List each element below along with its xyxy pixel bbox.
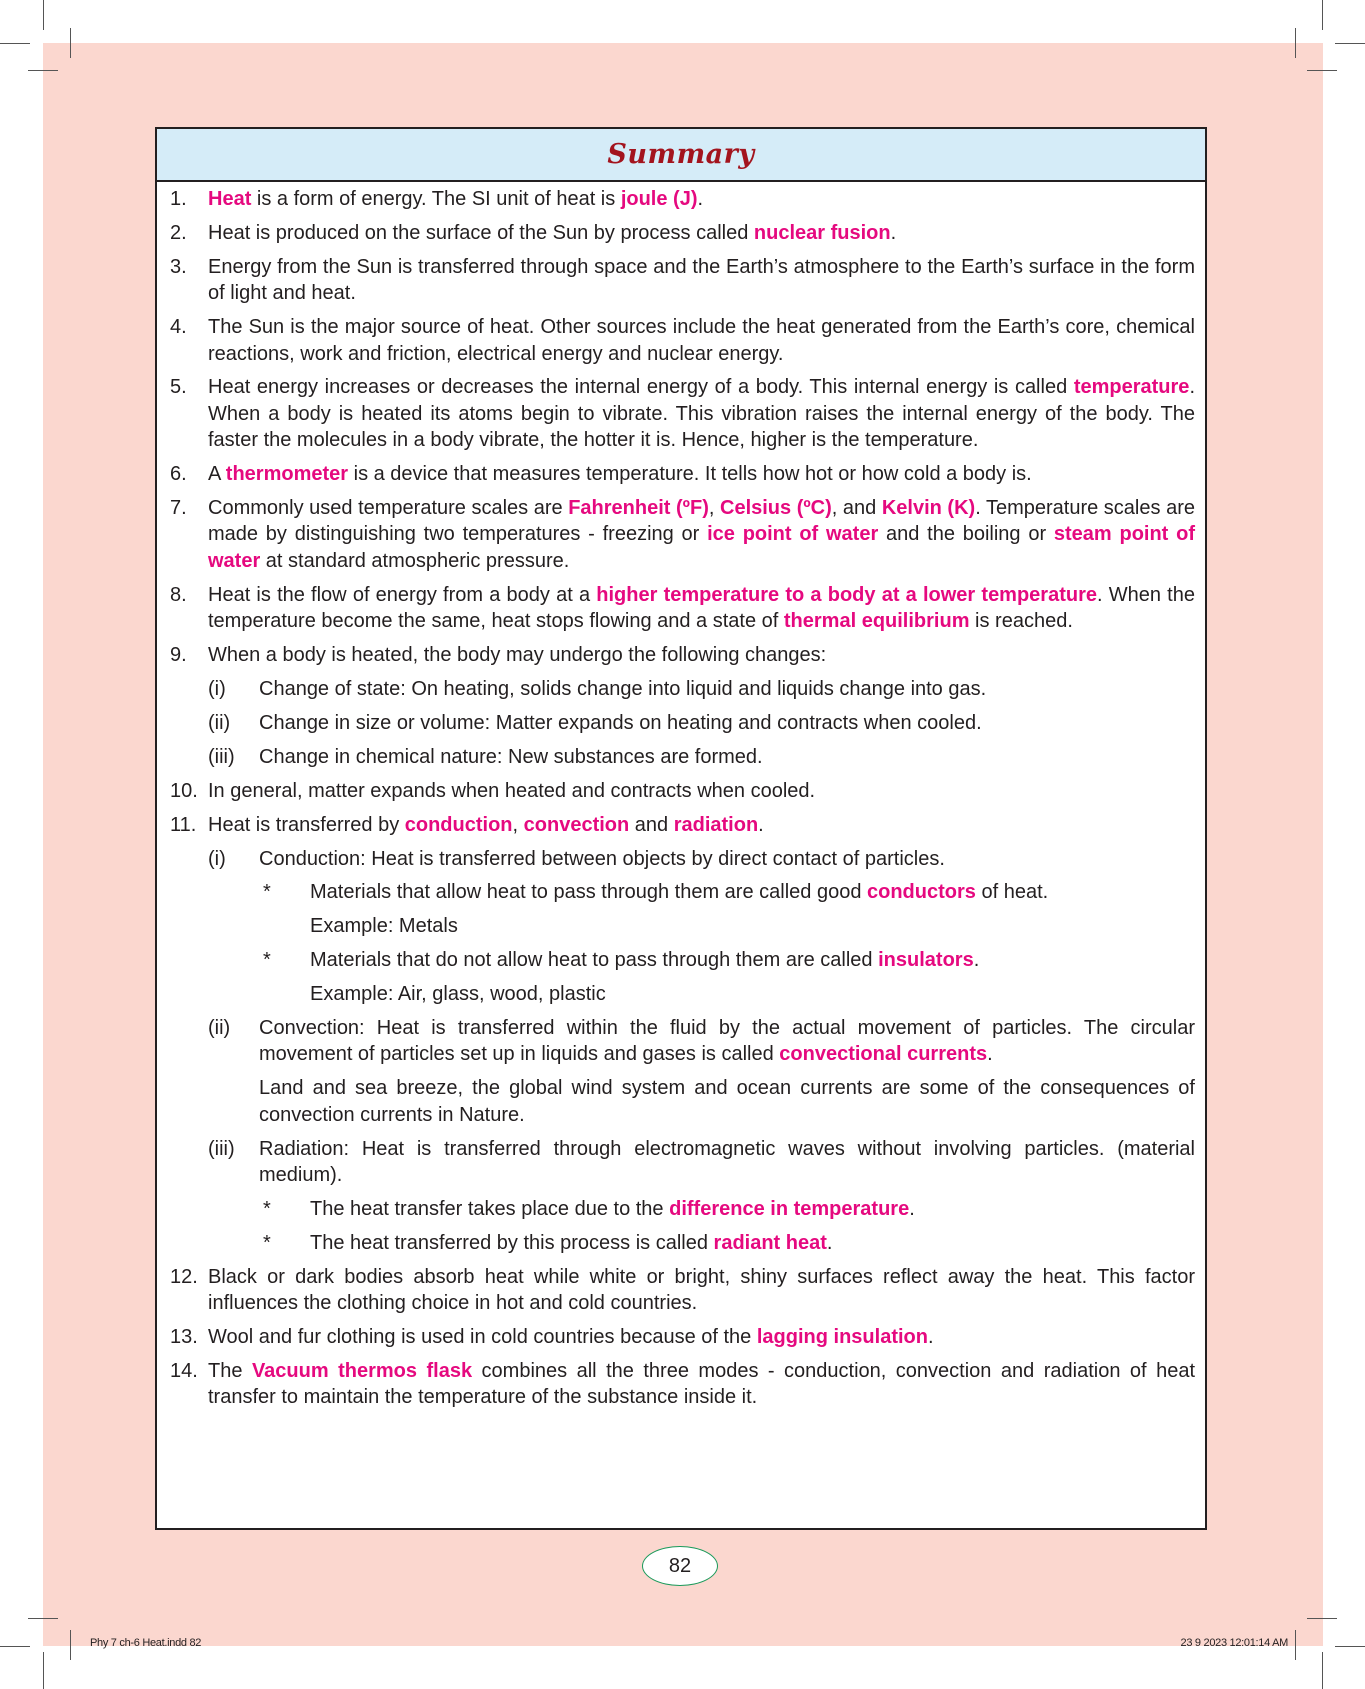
sub-item-text [259,1015,1195,1068]
item-number-text: 1. [170,188,187,210]
text-segment: The heat transferred by this process is called [310,1231,714,1254]
text-segment: is a form of energy. The SI unit of heat is [251,188,621,210]
highlighted-term: convection [523,813,630,836]
item-text [208,812,1195,838]
sub-item [208,676,1195,702]
item-text [208,1264,1195,1317]
bullet-star: * [263,881,271,904]
item-number [157,1324,208,1350]
bullet-star: * [263,949,271,972]
sub-item-text [259,676,1195,702]
summary-item [157,254,1195,307]
item-number [157,314,208,367]
item-number [157,220,208,246]
text-segment: Heat is transferred by [208,813,405,836]
sub-item-number: (i) [208,847,226,870]
bullet-text [310,879,1195,905]
item-text [208,1324,1195,1350]
sub-item-text [259,1136,1195,1189]
text-segment: Change in size or volume: Matter expands on heating and contracts when cooled. [259,711,982,734]
text-segment: The [208,1360,252,1383]
text-segment: and the boiling or [878,523,1054,546]
page-number [642,1546,718,1586]
sub-item [208,710,1195,736]
text-segment: , and [831,497,882,520]
item-number [157,495,208,574]
crop-mark [1307,1618,1337,1619]
sub-item-body [259,846,1195,1008]
crop-mark [0,1646,30,1647]
text-segment: Materials that do not allow heat to pass through them are called [310,949,879,972]
summary-box [155,127,1207,1530]
highlighted-term: lagging insulation [756,1326,928,1349]
sub-item-text [259,846,1195,872]
item-number-text: 14. [170,1360,198,1383]
summary-item [157,220,1195,246]
summary-item [157,186,1195,212]
item-number-text: 2. [170,221,187,244]
highlighted-term: thermometer [225,463,349,486]
sub-item-text [259,710,1195,736]
highlighted-term: radiant heat [713,1231,827,1254]
bullet-text [310,1196,1195,1222]
summary-item [157,461,1195,487]
item-text [208,582,1195,635]
text-segment: . [826,1231,833,1254]
sub-item-body [259,1136,1195,1257]
text-segment: . [987,1043,993,1066]
text-segment: of heat. [975,881,1049,904]
text-segment: Conduction: Heat is transferred between objects by direct contact of particles. [259,847,945,870]
text-segment: When a body is heated, the body may undergo the following changes: [208,644,827,667]
bullet-text [310,1230,1195,1256]
item-number [157,642,208,770]
sub-item-paragraph: Land and sea breeze, the global wind system and ocean currents are some of the consequences of convection currents in Nature. [259,1077,1195,1126]
sub-item-body [259,1015,1195,1128]
item-number-text: 5. [170,376,187,399]
sub-item-number: (ii) [208,711,231,734]
item-number [157,254,208,307]
text-segment: . [758,813,764,836]
item-number-text: 11. [170,813,197,836]
summary-item [157,1358,1195,1411]
summary-item [157,1264,1195,1317]
sub-item-text [259,744,1195,770]
bullet-item [259,1196,1195,1222]
text-segment: The heat transfer takes place due to the [310,1198,670,1220]
crop-mark [0,43,30,44]
summary-item [157,778,1195,804]
text-segment: Energy from the Sun is transferred through space and the Earth’s atmosphere to the Earth’s surface in the form of light and heat. [208,255,1195,305]
item-number-text: 9. [170,644,187,667]
summary-item [157,812,1195,1257]
item-body [208,374,1195,453]
text-segment: Heat is produced on the surface of the Sun by process called [208,221,754,244]
item-body [208,186,1195,212]
item-number-text: 7. [170,497,187,520]
highlighted-term: convectional currents [779,1043,988,1066]
bullet-body [310,947,1195,1007]
item-text [208,314,1195,367]
crop-mark [1322,1652,1323,1689]
item-body [208,1264,1195,1317]
footer-timestamp: 23 9 2023 12:01:14 AM [1180,1637,1288,1649]
highlighted-term: conductors [867,881,976,904]
crop-mark [70,1630,71,1660]
text-segment: The Sun is the major source of heat. Other sources include the heat generated from the Earth’s core, chemical reactions, work and friction, electrical energy and nuclear energy. [208,316,1195,365]
item-text [208,1358,1195,1411]
item-body [208,1358,1195,1411]
text-segment: . [973,949,980,972]
item-body [208,812,1195,1257]
bullet-item [259,1230,1195,1256]
item-number-text: 10. [170,779,198,802]
text-segment: , [708,497,720,520]
item-text [208,254,1195,307]
crop-mark [70,28,71,58]
item-number [157,1264,208,1317]
item-body [208,778,1195,804]
highlighted-term: Heat [208,188,252,210]
text-segment: Change of state: On heating, solids change into liquid and liquids change into gas. [259,678,987,700]
crop-mark [28,70,58,71]
bullet-item [259,947,1195,1007]
crop-mark [1335,1646,1365,1647]
sub-item-number: (ii) [208,1017,231,1040]
text-segment: combines all the three modes - conduction, convection and radiation of heat transfer to maintain the temperature of the substance inside it. [208,1360,1195,1409]
crop-mark [43,0,44,30]
text-segment: Black or dark bodies absorb heat while white or bright, shiny surfaces reflect away the heat. This factor influences the clothing choice in hot and cold countries. [208,1265,1195,1315]
item-text [208,495,1195,574]
item-body [208,220,1195,246]
text-segment: . Temperature scales are made by distinguishing two temperatures - freezing or [208,497,1195,546]
crop-mark [28,1618,58,1619]
highlighted-term: nuclear fusion [753,221,891,244]
summary-item [157,314,1195,367]
text-segment: Radiation: Heat is transferred through electromagnetic waves without involving particles. (material medium). [259,1137,1195,1187]
crop-mark [1295,28,1296,58]
item-number [157,461,208,487]
sub-item-body [259,744,1195,770]
text-segment: A [208,463,226,486]
item-text [208,778,1195,804]
bullet-item [259,879,1195,939]
crop-mark [43,1652,44,1689]
text-segment: . [927,1326,934,1349]
highlighted-term: radiation [673,813,759,836]
summary-header [157,129,1205,182]
sub-item-body [259,710,1195,736]
crop-mark [1295,1630,1296,1660]
highlighted-term: Fahrenheit (ºF) [568,497,709,520]
highlighted-term: Kelvin (K) [881,497,976,520]
bullet-star: * [263,1198,271,1220]
highlighted-term: difference in temperature [669,1198,910,1220]
highlighted-term: higher temperature to a body at a lower temperature [596,583,1097,606]
item-number-text: 4. [170,316,187,339]
item-text [208,461,1195,487]
bullet-body [310,1230,1195,1256]
item-number [157,812,208,1257]
sub-item [208,1136,1195,1257]
item-text [208,220,1195,246]
item-body [208,254,1195,307]
highlighted-term: thermal equilibrium [783,610,970,633]
crop-mark [1322,0,1323,30]
item-text [208,642,1195,668]
text-segment: is a device that measures temperature. It tells how hot or how cold a body is. [348,463,1032,486]
text-segment: Materials that allow heat to pass through them are called good [310,881,867,904]
highlighted-term: Vacuum thermos flask [251,1360,473,1383]
text-segment: . When a body is heated its atoms begin to vibrate. This vibration raises the internal energy of the body. The faster the molecules in a body vibrate, the hotter it is. Hence, higher is the temperature. [208,376,1195,452]
summary-title: Summary [607,139,755,170]
highlighted-term: ice point of water [707,523,879,546]
item-number [157,186,208,212]
summary-item [157,1324,1195,1350]
sub-item [208,846,1195,1008]
text-segment: Convection: Heat is transferred within the fluid by the actual movement of particles. The circular movement of particles set up in liquids and gases is called [259,1017,1195,1066]
sub-item-number: (i) [208,678,226,700]
item-number [157,582,208,635]
item-text [208,374,1195,453]
crop-mark [1307,70,1337,71]
text-segment: . [890,221,897,244]
text-segment: Wool and fur clothing is used in cold countries because of the [208,1326,757,1349]
text-segment: In general, matter expands when heated and contracts when cooled. [208,779,816,802]
bullet-star: * [263,1231,271,1254]
item-body [208,642,1195,770]
text-segment: . [697,188,704,210]
item-number-text: 12. [170,1265,198,1288]
text-segment: . [909,1198,915,1220]
text-segment: Heat is the flow of energy from a body at a [208,583,597,606]
item-body [208,582,1195,635]
page-number-text: 82 [668,1554,692,1577]
text-segment: Change in chemical nature: New substances are formed. [259,745,763,768]
item-number-text: 13. [170,1326,198,1349]
item-number-text: 6. [170,463,187,486]
item-number [157,1358,208,1411]
text-segment: , [512,813,524,836]
summary-item [157,642,1195,770]
highlighted-term: steam point of water [208,523,1195,572]
crop-mark [1335,43,1365,44]
text-segment: . When the temperature become the same, heat stops flowing and a state of [208,583,1195,633]
item-number [157,778,208,804]
bullet-body [310,879,1195,939]
text-segment: Commonly used temperature scales are [208,497,569,520]
sub-item [208,744,1195,770]
summary-item [157,374,1195,453]
text-segment: at standard atmospheric pressure. [260,549,570,572]
bullet-example: Example: Air, glass, wood, plastic [310,983,606,1006]
sub-item-body [259,676,1195,702]
highlighted-term: insulators [878,949,974,972]
sub-item-number: (iii) [208,1137,235,1160]
item-number-text: 3. [170,255,187,278]
item-body [208,1324,1195,1350]
highlighted-term: temperature [1073,376,1190,399]
bullet-text [310,947,1195,973]
summary-list [157,182,1205,1411]
text-segment: Heat energy increases or decreases the internal energy of a body. This internal energy is called [208,376,1074,399]
item-number [157,374,208,453]
item-body [208,314,1195,367]
summary-item [157,495,1195,574]
item-number-text: 8. [170,583,187,606]
text-segment: is reached. [969,610,1073,633]
summary-item [157,582,1195,635]
bullet-example: Example: Metals [310,915,458,938]
sub-item-number: (iii) [208,745,235,768]
sub-item [208,1015,1195,1128]
highlighted-term: Celsius (ºC) [720,497,832,520]
bullet-body [310,1196,1195,1222]
item-text [208,186,1195,212]
item-body [208,495,1195,574]
text-segment: and [629,813,674,836]
footer-file-info: Phy 7 ch-6 Heat.indd 82 [90,1637,202,1649]
highlighted-term: conduction [404,813,513,836]
item-body [208,461,1195,487]
highlighted-term: joule (J) [620,188,698,210]
